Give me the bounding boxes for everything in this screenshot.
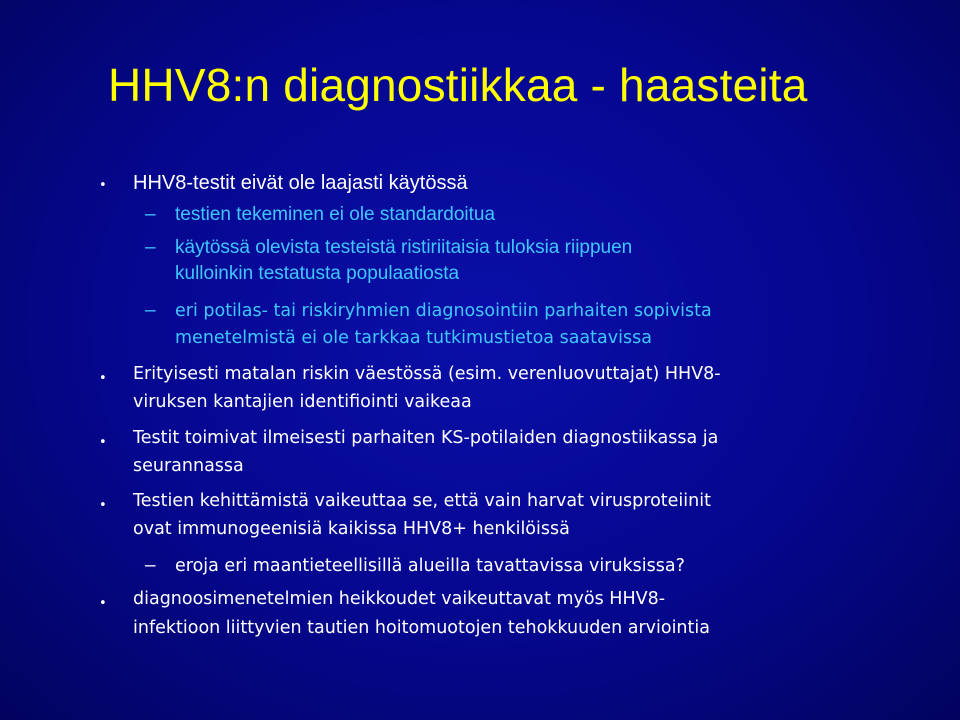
dash-icon: –	[145, 204, 156, 225]
bullet-text-5a: diagnoosimenetelmien heikkoudet vaikeuttavat myös HHV8-	[133, 589, 666, 609]
bullet-text-4b: ovat immunogeenisiä kaikissa HHV8+ henkilöissä	[133, 519, 570, 539]
sub-text-1: testien tekeminen ei ole standardoitua	[175, 204, 496, 225]
bullet-icon: •	[99, 435, 107, 450]
bullet-text-2a: Erityisesti matalan riskin väestössä (esim. verenluovuttajat) HHV8-	[133, 364, 721, 384]
bullet-icon: •	[99, 371, 107, 386]
slide-title: HHV8:n diagnostiikkaa - haasteita	[108, 59, 808, 111]
sub-text-2a: käytössä olevista testeistä ristiriitaisia tuloksia riippuen	[175, 237, 633, 258]
dash-icon: –	[145, 237, 156, 258]
bullet-icon: •	[99, 596, 107, 611]
bullet-text-2b: viruksen kantajien identifiointi vaikeaa	[133, 392, 472, 412]
bullet-text-5b: infektioon liittyvien tautien hoitomuotojen tehokkuuden arviointia	[133, 618, 710, 638]
sub-text-4: eroja eri maantieteellisillä alueilla tavattavissa viruksissa?	[175, 556, 685, 576]
sub-text-2b: kulloinkin testatusta populaatiosta	[175, 263, 460, 284]
sub-text-3b: menetelmistä ei ole tarkkaa tutkimustietoa saatavissa	[175, 328, 652, 348]
bullet-text-1: HHV8-testit eivät ole laajasti käytössä	[133, 172, 468, 194]
bullet-text-4a: Testien kehittämistä vaikeuttaa se, että vain harvat virusproteiinit	[133, 491, 711, 511]
sub-text-3a: eri potilas- tai riskiryhmien diagnosointiin parhaiten sopivista	[175, 301, 712, 321]
dash-icon: –	[145, 300, 156, 321]
bullet-text-3b: seurannassa	[133, 456, 244, 476]
dash-icon: –	[145, 555, 156, 576]
bullet-icon: •	[99, 498, 107, 513]
bullet-text-3a: Testit toimivat ilmeisesti parhaiten KS-potilaiden diagnostiikassa ja	[133, 428, 719, 448]
bullet-icon: •	[99, 178, 107, 193]
